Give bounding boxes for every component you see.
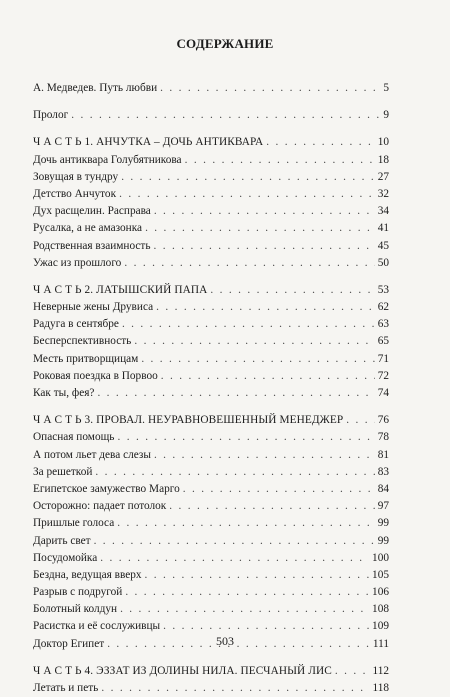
toc-entry-title: Дочь антиквара Голубятникова — [33, 153, 182, 166]
toc-entry — [33, 152, 389, 169]
toc-entry-page: 34 — [377, 205, 389, 218]
toc-entry-page: 112 — [372, 664, 389, 677]
toc-entry — [33, 220, 389, 237]
toc-entry — [33, 333, 389, 350]
toc-entry-title: Разрыв с подругой — [33, 586, 123, 599]
toc-entry-page: 50 — [377, 256, 389, 269]
toc-entry-title: Посудомойка — [33, 551, 98, 564]
toc-entry-title: А. Медведев. Путь любви — [33, 82, 158, 94]
toc-entry — [33, 680, 389, 697]
toc-entry-page: 99 — [377, 517, 389, 530]
toc-entry — [33, 316, 389, 333]
toc-entry-page: 5 — [383, 82, 389, 94]
dot-leader — [117, 429, 374, 446]
section-gap — [33, 402, 389, 412]
toc-entry — [33, 351, 389, 368]
dot-leader — [121, 169, 375, 186]
toc-entry — [33, 368, 389, 385]
toc-entry-page: 118 — [372, 682, 389, 694]
dot-leader — [71, 107, 380, 124]
toc-entry-page: 72 — [377, 369, 389, 382]
toc-entry-title: Роковая поездка в Порвоо — [33, 369, 158, 382]
toc-part-heading — [33, 282, 389, 299]
dot-leader — [141, 351, 374, 368]
table-of-contents — [33, 80, 389, 697]
dot-leader — [161, 368, 375, 385]
toc-entry-page: 105 — [372, 568, 389, 581]
toc-entry — [33, 464, 389, 481]
dot-leader — [94, 533, 375, 550]
dot-leader — [154, 447, 375, 464]
toc-entry-title: Расистка и её сослуживцы — [33, 620, 161, 633]
toc-entry-page: 84 — [377, 482, 389, 495]
toc-entry-page: 45 — [377, 239, 389, 252]
dot-leader — [101, 680, 369, 697]
toc-entry-page: 63 — [377, 318, 389, 331]
toc-entry — [33, 186, 389, 203]
toc-entry-page: 18 — [377, 153, 389, 166]
toc-entry — [33, 550, 389, 567]
toc-entry-title: Месть притворщицам — [33, 352, 139, 365]
toc-entry-page: 99 — [377, 534, 389, 547]
toc-entry-page: 41 — [377, 222, 389, 235]
dot-leader — [160, 80, 380, 97]
dot-leader — [154, 203, 375, 220]
toc-entry-title: Как ты, фея? — [33, 387, 95, 399]
section-gap — [33, 124, 389, 134]
toc-entry — [33, 533, 389, 550]
toc-entry-title: Доктор Египет — [33, 637, 105, 650]
toc-entry — [33, 299, 389, 316]
dot-leader — [266, 134, 374, 151]
toc-entry-page: 108 — [372, 603, 389, 616]
toc-entry-title: Дарить свет — [33, 534, 91, 547]
toc-entry — [33, 169, 389, 186]
dot-leader — [100, 550, 369, 567]
toc-entry-page: 76 — [377, 414, 389, 427]
toc-entry-title: Болотный колдун — [33, 603, 118, 616]
dot-leader — [97, 385, 374, 402]
toc-entry-title: А потом льет дева слезы — [33, 448, 151, 461]
toc-entry-page: 97 — [377, 500, 389, 513]
dot-leader — [95, 464, 374, 481]
toc-entry — [33, 255, 389, 272]
toc-entry-page: 83 — [377, 465, 389, 478]
toc-entry-page: 27 — [377, 170, 389, 183]
toc-entry-page: 53 — [377, 283, 389, 296]
toc-entry-page: 10 — [377, 136, 389, 149]
section-gap — [33, 272, 389, 282]
toc-part-heading — [33, 663, 389, 680]
toc-entry-title: Бездна, ведущая вверх — [33, 568, 142, 581]
section-gap — [33, 653, 389, 663]
toc-entry — [33, 498, 389, 515]
toc-entry-title: Радуга в сентябре — [33, 318, 119, 331]
toc-entry — [33, 515, 389, 532]
toc-entry-title: Неверные жены Друвиса — [33, 301, 154, 314]
dot-leader — [124, 255, 374, 272]
dot-leader — [335, 663, 370, 680]
toc-entry — [33, 601, 389, 618]
toc-entry-title: Египетское замужество Марго — [33, 482, 180, 495]
toc-entry — [33, 385, 389, 402]
toc-entry-page: 100 — [372, 551, 389, 564]
dot-leader — [134, 333, 374, 350]
toc-entry-page: 111 — [372, 637, 389, 650]
toc-entry-title: Зовущая в тундру — [33, 170, 119, 183]
dot-leader — [119, 186, 375, 203]
dot-leader — [154, 238, 375, 255]
dot-leader — [145, 220, 375, 237]
dot-leader — [185, 152, 375, 169]
toc-entry-title: Опасная помощь — [33, 431, 115, 444]
toc-entry-title: Пролог — [33, 109, 69, 122]
toc-entry-title: Русалка, а не амазонка — [33, 222, 143, 235]
toc-entry-title: Дух расщелин. Расправа — [33, 205, 151, 218]
toc-entry — [33, 238, 389, 255]
toc-entry-title: Осторожно: падает потолок — [33, 500, 167, 513]
toc-entry-page: 62 — [377, 301, 389, 314]
toc-entry-title: Ч А С Т Ь 4. ЭЗЗАТ ИЗ ДОЛИНЫ НИЛА. ПЕСЧАНЫЙ ЛИС — [33, 664, 332, 677]
toc-entry-page: 106 — [372, 586, 389, 599]
dot-leader — [169, 498, 374, 515]
toc-entry-title: Бесперспективность — [33, 335, 132, 348]
toc-entry — [33, 447, 389, 464]
toc-entry-page: 9 — [383, 109, 389, 122]
dot-leader — [145, 567, 370, 584]
toc-entry-title: Ч А С Т Ь 2. ЛАТЫШСКИЙ ПАПА — [33, 283, 208, 296]
dot-leader — [183, 481, 375, 498]
toc-entry — [33, 203, 389, 220]
toc-entry-page: 78 — [377, 431, 389, 444]
toc-entry — [33, 584, 389, 601]
toc-entry — [33, 481, 389, 498]
dot-leader — [346, 412, 374, 429]
dot-leader — [156, 299, 375, 316]
toc-entry — [33, 567, 389, 584]
dot-leader — [210, 282, 374, 299]
toc-entry — [33, 107, 389, 124]
toc-entry-page: 81 — [377, 448, 389, 461]
toc-entry-title: Ужас из прошлого — [33, 256, 122, 269]
toc-part-heading — [33, 412, 389, 429]
dot-leader — [125, 584, 369, 601]
toc-entry-title: Детство Анчуток — [33, 187, 117, 200]
toc-entry-title: Пришлые голоса — [33, 517, 115, 530]
toc-entry-title: Ч А С Т Ь 1. АНЧУТКА – ДОЧЬ АНТИКВАРА — [33, 136, 264, 149]
toc-part-heading — [33, 134, 389, 151]
toc-entry-title: За решеткой — [33, 465, 93, 478]
dot-leader — [122, 316, 375, 333]
toc-entry-page: 71 — [377, 352, 389, 365]
dot-leader — [117, 515, 375, 532]
toc-entry — [33, 80, 389, 97]
toc-entry-page: 32 — [377, 187, 389, 200]
dot-leader — [120, 601, 369, 618]
page-title: СОДЕРЖАНИЕ — [176, 36, 274, 51]
toc-entry-page: 65 — [377, 335, 389, 348]
toc-entry-page: 109 — [372, 620, 389, 633]
page-number: 503 — [216, 634, 234, 648]
toc-entry-title: Летать и петь — [33, 682, 99, 694]
toc-entry-page: 74 — [377, 387, 389, 399]
toc-entry — [33, 429, 389, 446]
toc-entry-title: Ч А С Т Ь 3. ПРОВАЛ. НЕУРАВНОВЕШЕННЫЙ МЕНЕДЖЕР — [33, 414, 344, 427]
toc-entry-title: Родственная взаимность — [33, 239, 151, 252]
section-gap — [33, 97, 389, 107]
